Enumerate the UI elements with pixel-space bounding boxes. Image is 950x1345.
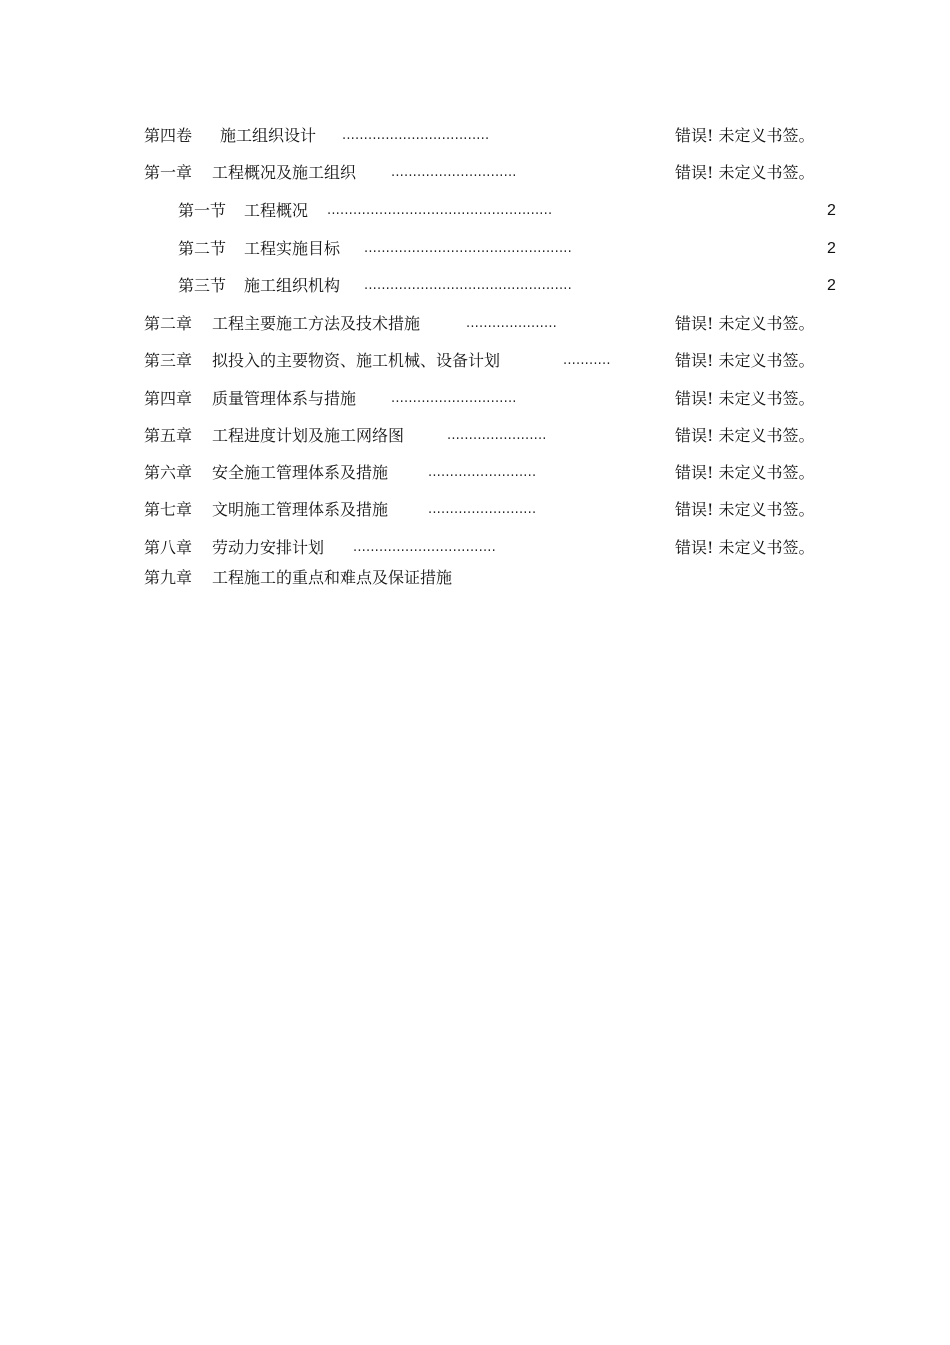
toc-entry-title: 工程概况: [244, 201, 309, 220]
toc-entry-title: 工程概况及施工组织: [212, 163, 357, 182]
toc-entry-leader: .........................: [428, 502, 537, 517]
toc-entry-chapter-4[interactable]: [144, 386, 844, 412]
toc-entry-chapter-6[interactable]: [144, 460, 844, 486]
toc-entry-label: 第二章: [144, 314, 193, 333]
toc-entry-page: 错误! 未定义书签。: [675, 126, 815, 145]
toc-entry-title: 工程施工的重点和难点及保证措施: [212, 568, 453, 587]
toc-entry-title: 施工组织设计: [220, 126, 317, 145]
toc-entry-title: 质量管理体系与措施: [212, 389, 357, 408]
toc-entry-chapter-3[interactable]: [144, 348, 844, 374]
toc-entry-title: 工程主要施工方法及技术措施: [212, 314, 421, 333]
toc-entry-title: 拟投入的主要物资、施工机械、设备计划: [212, 351, 501, 370]
toc-entry-label: 第五章: [144, 426, 193, 445]
toc-entry-page: 2: [827, 240, 836, 257]
toc-entry-page: 2: [827, 202, 836, 219]
toc-entry-label: 第六章: [144, 463, 193, 482]
toc-entry-section-2[interactable]: [178, 236, 844, 262]
toc-entry-section-3[interactable]: [178, 273, 844, 299]
toc-entry-page: 错误! 未定义书签。: [675, 426, 815, 445]
toc-entry-chapter-1[interactable]: [144, 160, 844, 186]
toc-entry-label: 第四章: [144, 389, 193, 408]
toc-entry-chapter-5[interactable]: [144, 423, 844, 449]
toc-entry-leader: ...........: [563, 353, 611, 368]
toc-entry-page: 错误! 未定义书签。: [675, 389, 815, 408]
toc-entry-label: 第一章: [144, 163, 193, 182]
toc-entry-volume-4[interactable]: [144, 123, 844, 149]
toc-entry-page: 2: [827, 277, 836, 294]
toc-entry-chapter-2[interactable]: [144, 311, 844, 337]
toc-entry-title: 安全施工管理体系及措施: [212, 463, 389, 482]
toc-entry-label: 第八章: [144, 538, 193, 557]
toc-entry-page: 错误! 未定义书签。: [675, 351, 815, 370]
toc-entry-page: 错误! 未定义书签。: [675, 500, 815, 519]
toc-entry-label: 第一节: [178, 201, 227, 220]
toc-entry-title: 工程进度计划及施工网络图: [212, 426, 405, 445]
toc-entry-leader: ....................................................: [327, 203, 553, 218]
toc-entry-leader: ................................................: [364, 241, 572, 256]
toc-entry-label: 第二节: [178, 239, 227, 258]
toc-entry-label: 第三章: [144, 351, 193, 370]
toc-entry-page: 错误! 未定义书签。: [675, 314, 815, 333]
toc-entry-title: 工程实施目标: [244, 239, 341, 258]
toc-entry-label: 第九章: [144, 568, 193, 587]
toc-entry-leader: .............................: [391, 165, 517, 180]
toc-entry-leader: ..................................: [342, 128, 490, 143]
toc-entry-leader: .....................: [466, 316, 557, 331]
toc-entry-page: 错误! 未定义书签。: [675, 163, 815, 182]
toc-entry-leader: ................................................: [364, 278, 572, 293]
toc-entry-section-1[interactable]: [178, 198, 844, 224]
toc-entry-chapter-9[interactable]: [144, 565, 844, 591]
toc-entry-page: 错误! 未定义书签。: [675, 538, 815, 557]
toc-entry-label: 第四卷: [144, 126, 193, 145]
toc-entry-title: 文明施工管理体系及措施: [212, 500, 389, 519]
toc-entry-chapter-8[interactable]: [144, 535, 844, 561]
toc-entry-label: 第三节: [178, 276, 227, 295]
toc-entry-leader: .......................: [447, 428, 547, 443]
toc-entry-label: 第七章: [144, 500, 193, 519]
toc-entry-leader: .........................: [428, 465, 537, 480]
toc-entry-title: 施工组织机构: [244, 276, 341, 295]
toc-entry-leader: .................................: [353, 540, 496, 555]
toc-entry-page: 错误! 未定义书签。: [675, 463, 815, 482]
toc-entry-chapter-7[interactable]: [144, 497, 844, 523]
toc-entry-title: 劳动力安排计划: [212, 538, 325, 557]
toc-entry-leader: .............................: [391, 391, 517, 406]
